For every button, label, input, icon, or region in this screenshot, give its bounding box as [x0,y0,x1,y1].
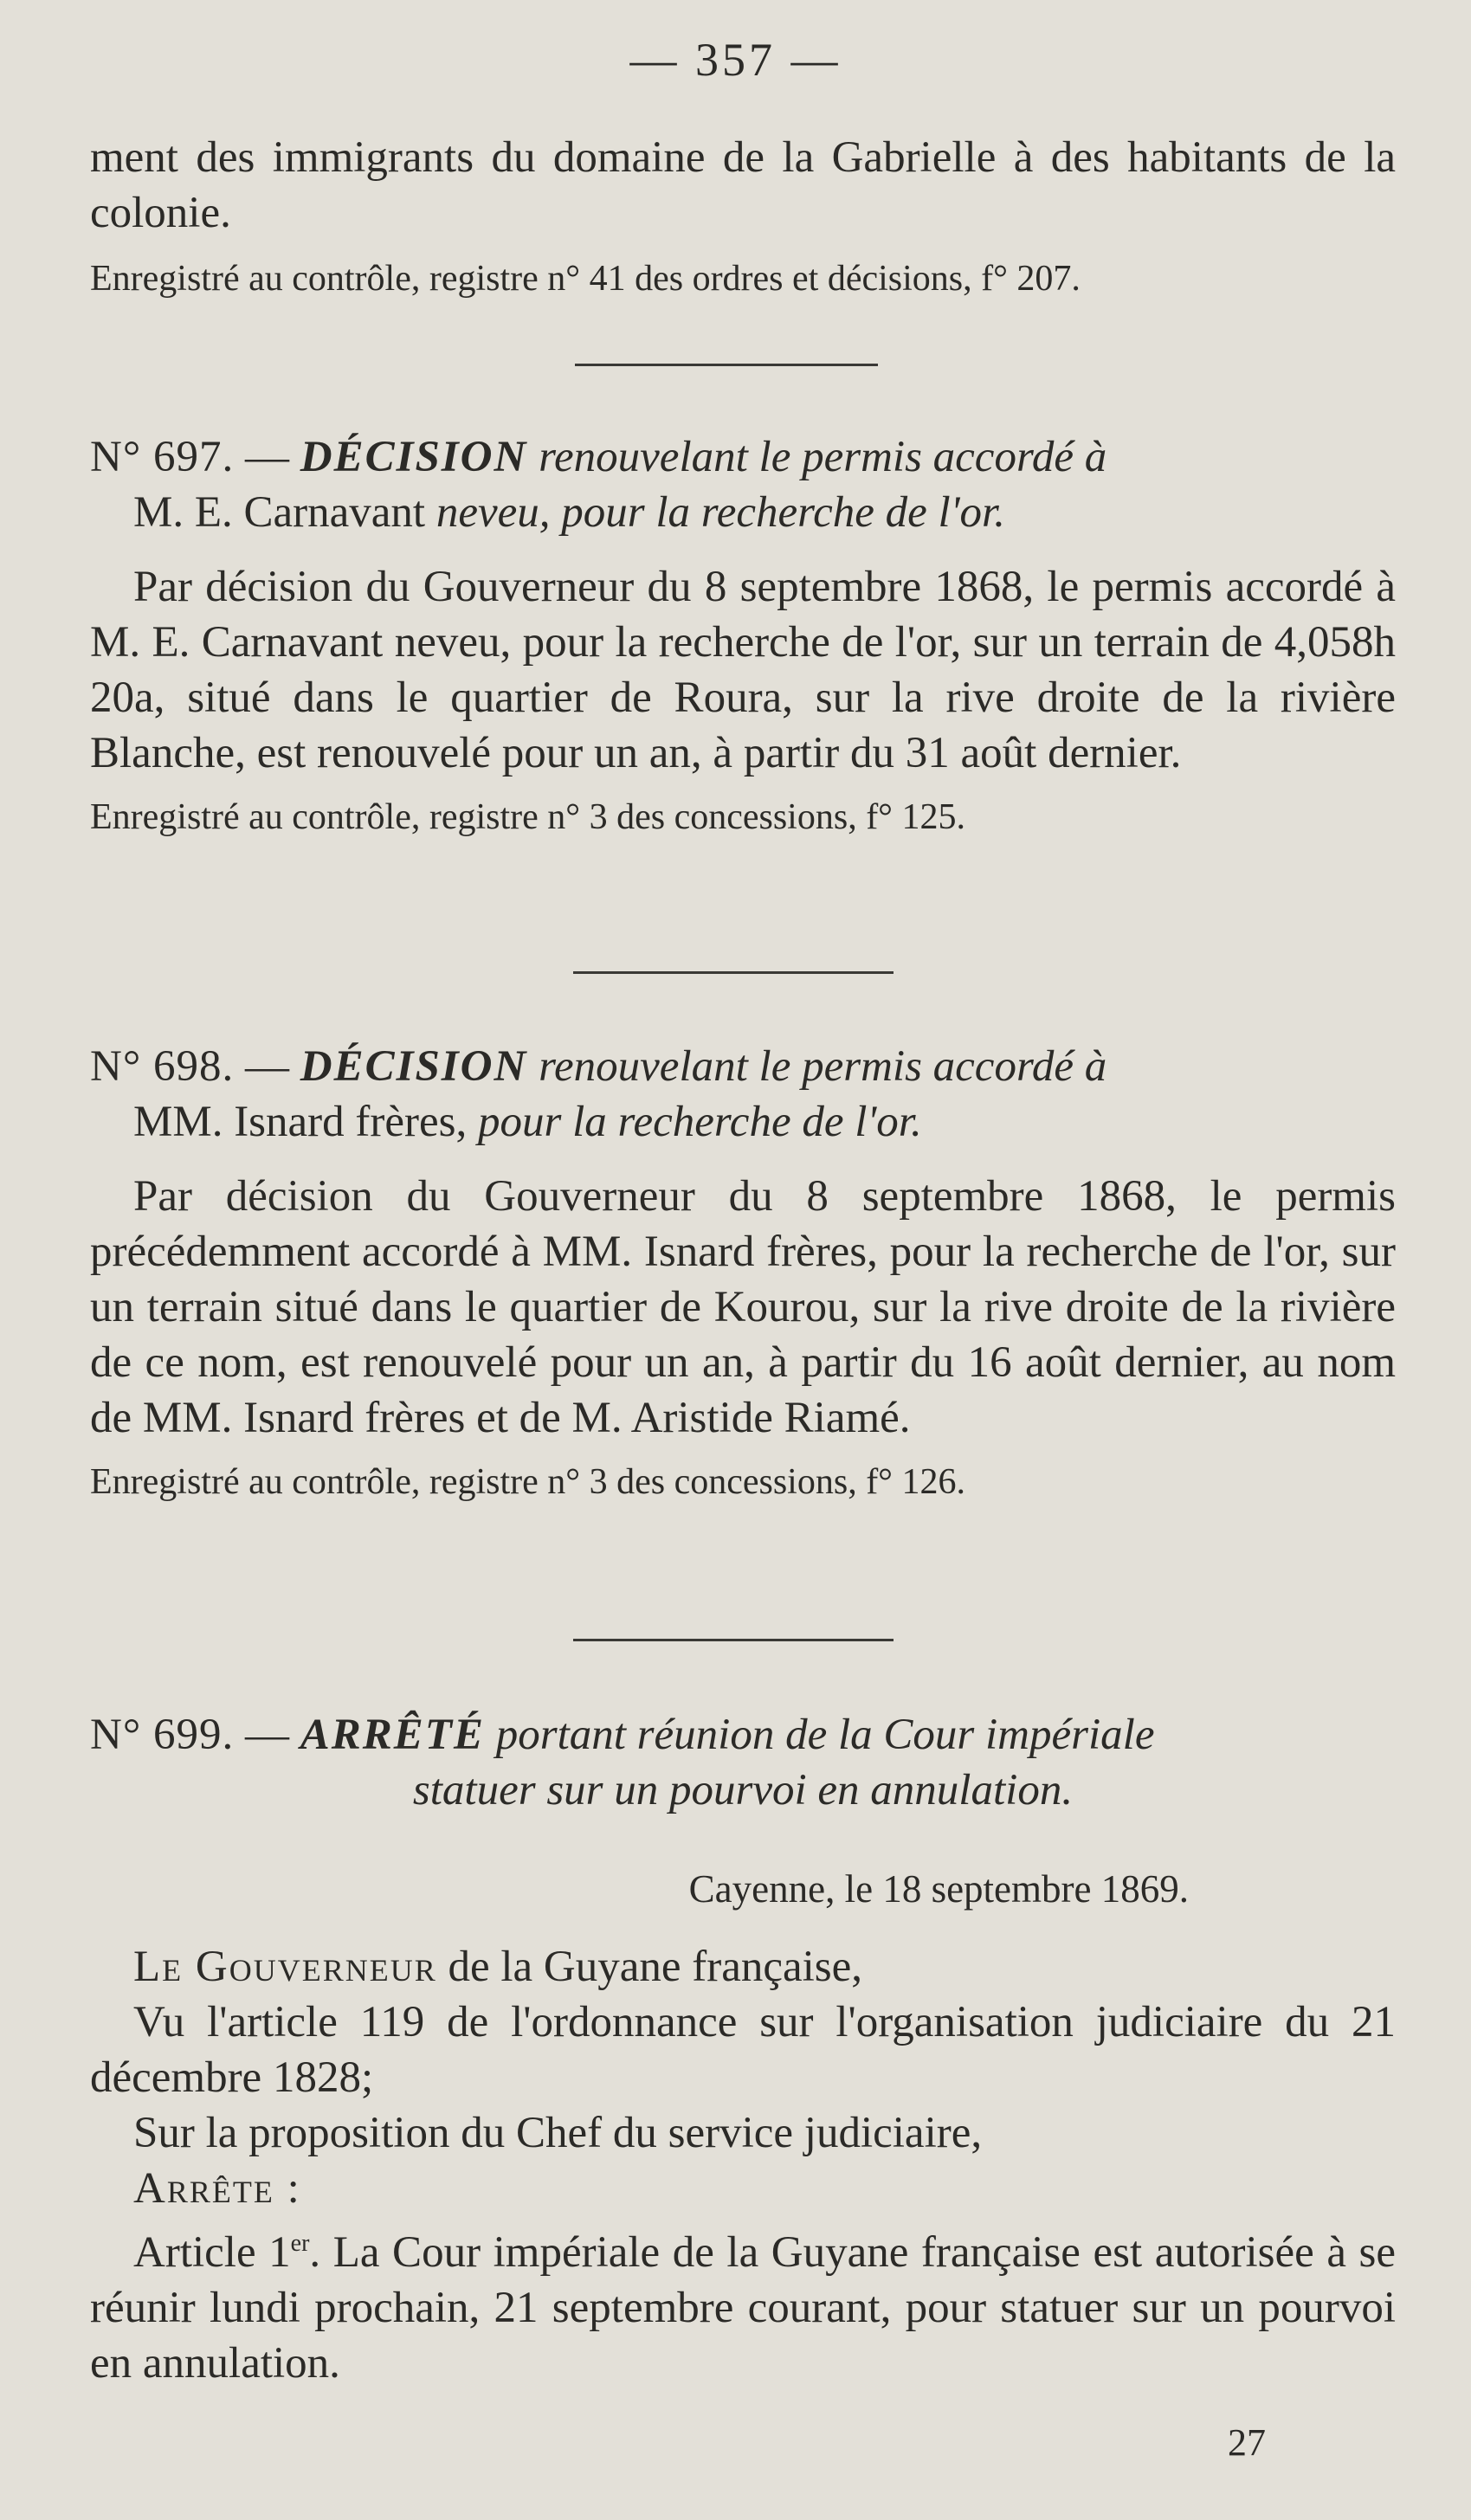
decision-697-title [90,429,1396,540]
decision-698-beneficiary: MM. Isnard frères, [133,1098,468,1146]
arrete-699-title-line2: statuer sur un pourvoi en annulation. [412,1766,1074,1814]
arrete-699-article-label: Article 1 [133,2228,291,2277]
intro-section [90,130,1396,303]
decision-698-keyword: DÉCISION [300,1042,528,1091]
decision-697-purpose: neveu, pour la recherche de l'or. [435,488,1006,537]
decision-697-body: Par décision du Gouverneur du 8 septembre 1868, le permis accordé à M. E. Carnavant neveu, pour la recherche de l'or, sur un terrain de 4,058h 20a, situé dans le quartier de Roura, sur la rive droite de la rivière Blanche, est renouvelé pour un an, à partir du 31 août dernier. [90,563,1396,777]
decision-697-registration: Enregistré au contrôle, registre n° 3 des concessions, f° 125. [90,797,965,837]
separator-rule [573,971,894,974]
arrete-699-arrete [90,2161,1396,2216]
arrete-699-date: Cayenne, le 18 septembre 1869. [688,1867,1189,1911]
arrete-699-gouverneur-rest: de la Guyane française, [448,1943,863,1991]
decision-698-title [90,1039,1396,1150]
arrete-699-vu: Vu l'article 119 de l'ordonnance sur l'organisation judiciaire du 21 décembre 1828; [90,1998,1396,2102]
arrete-699-body [90,1939,1396,2391]
page-number: — 357 — [629,34,842,86]
arrete-699-article-sup: er [290,2230,310,2257]
intro-registration: Enregistré au contrôle, registre n° 41 des ordres et décisions, f° 207. [90,259,1081,299]
arrete-699-sur: Sur la proposition du Chef du service judiciaire, [133,2109,983,2157]
arrete-699-article-text: . La Cour impériale de la Guyane française est autorisée à se réunir lundi prochain, 21 septembre courant, pour statuer sur un pourvoi en annulation. [90,2228,1396,2388]
arrete-699-title-rest: portant réunion de la Cour impériale [495,1711,1155,1759]
arrete-699-gouverneur: Le Gouverneur [133,1943,437,1991]
arrete-699-title [90,1707,1396,1818]
decision-698-registration: Enregistré au contrôle, registre n° 3 des concessions, f° 126. [90,1462,965,1502]
arrete-699-arrete-word: Arrête : [133,2164,301,2213]
decision-698-title-rest: renouvelant le permis accordé à [539,1042,1107,1091]
intro-text: ment des immigrants du domaine de la Gabrielle à des habitants de la colonie. [90,133,1396,237]
decision-697-beneficiary: M. E. Carnavant [133,488,426,537]
decision-698-body: Par décision du Gouverneur du 8 septembre 1868, le permis précédemment accordé à MM. Isnard frères, pour la recherche de l'or, sur un terrain situé dans le quartier de Kourou, sur la rive droite de la rivière de ce nom, est renouvelé pour un an, à partir du 16 août dernier, au nom de MM. Isnard frères et de M. Aristide Riamé. [90,1172,1396,1442]
arrete-699-dash: — [244,1711,289,1759]
separator-rule [575,364,878,366]
decision-697 [90,429,1396,841]
arrete-699-keyword: ARRÊTÉ [300,1711,485,1759]
decision-698-number: N° 698. [90,1042,235,1091]
arrete-699 [90,1707,1396,1818]
decision-697-title-rest: renouvelant le permis accordé à [539,433,1107,481]
arrete-699-number: N° 699. [90,1711,235,1759]
decision-698 [90,1039,1396,1506]
separator-rule [573,1639,894,1641]
arrete-699-article-1 [90,2216,1396,2391]
signature-mark: 27 [1228,2421,1266,2464]
decision-698-dash: — [244,1042,289,1091]
decision-697-keyword: DÉCISION [300,433,528,481]
decision-697-number: N° 697. [90,433,235,481]
decision-698-purpose: pour la recherche de l'or. [477,1098,922,1146]
decision-697-dash: — [244,433,289,481]
arrete-699-gouverneur-line [90,1939,1396,1995]
